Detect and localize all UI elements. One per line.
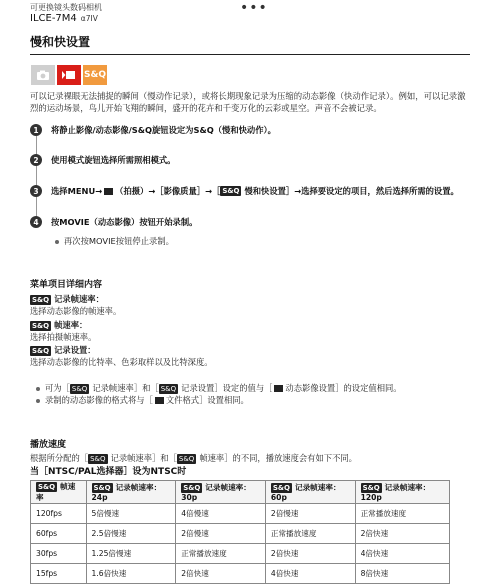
table-cell: 4倍快速 [355, 544, 449, 564]
table-cell: 2倍慢速 [176, 524, 266, 544]
sq-badge: S&Q [183, 484, 201, 492]
note-part: 录制的动态影像的格式将与［ [45, 395, 153, 405]
desc-part: 根据所分配的［ [30, 453, 89, 463]
header-model [30, 13, 102, 24]
playback-desc [30, 452, 357, 464]
header-text: 记录帧速率：24p [91, 483, 162, 502]
step-number: 1 [30, 124, 42, 136]
step-number: 4 [30, 216, 42, 228]
detail-label-2 [30, 319, 87, 331]
detail-label-1 [30, 293, 104, 305]
detail-note-1 [36, 382, 402, 394]
header-text: 帧速率 [36, 482, 76, 502]
detail-desc-1: 选择动态影像的帧速率。 [30, 306, 122, 316]
table-cell: 30fps [31, 544, 87, 564]
more-menu-button[interactable]: ••• [240, 0, 268, 16]
sq-badge: S&Q [178, 454, 195, 463]
table-cell: 15fps [31, 564, 87, 584]
table-header-cell [31, 481, 87, 504]
table-cell: 8倍快速 [355, 564, 449, 584]
table-cell: 2倍快速 [176, 564, 266, 584]
note-text: 再次按MOVIE按钮停止录制。 [64, 236, 174, 246]
detail-desc-3: 选择动态影像的比特率、色彩取样以及比特深度。 [30, 357, 213, 367]
step-number: 2 [30, 154, 42, 166]
details-heading: 菜单项目详细内容 [30, 280, 103, 290]
table-cell: 5倍慢速 [86, 504, 176, 524]
table-cell: 1.6倍快速 [86, 564, 176, 584]
note-part: 记录帧速率］和［ [92, 383, 159, 393]
sq-badge: S&Q [32, 321, 50, 330]
table-cell: 正常播放速度 [265, 524, 355, 544]
note-part: 可为［ [45, 383, 70, 393]
detail-desc-2: 选择拍摄帧速率。 [30, 332, 97, 342]
sq-badge: S&Q [93, 484, 111, 492]
detail-label-text: 记录帧速率： [54, 294, 104, 304]
sq-badge: S&Q [272, 484, 290, 492]
sq-badge: S&Q [32, 295, 50, 304]
table-cell: 4倍快速 [265, 564, 355, 584]
table-header-cell [265, 481, 355, 504]
table-row [31, 524, 450, 544]
step-text: 将静止影像/动态影像/S&Q旋钮设定为S&Q（慢和快动作）。 [51, 125, 276, 135]
intro-text: 可以记录裸眼无法捕捉的瞬间（慢动作记录），或将长期现象记录为压缩的动态影像（快动作记录）。例如，可以记录激烈的运动场景，鸟儿开始飞翔的瞬间，盛开的花卉和千变万化的云彩或星空。声音不会被记录。 [30, 91, 466, 113]
step-1 [30, 124, 276, 136]
table-cell: 1.25倍慢速 [86, 544, 176, 564]
step-text-prefix: 选择MENU→ [51, 186, 103, 196]
sq-badge: S&Q [90, 454, 106, 463]
movie-icon [155, 397, 164, 404]
table-cell: 2倍快速 [265, 544, 355, 564]
step-text: 使用模式旋钮选择所需照相模式。 [51, 155, 176, 165]
step-4-note [55, 235, 174, 247]
bullet-icon [36, 387, 40, 391]
desc-part: 记录帧速率］和［ [110, 453, 177, 463]
step-text: 按MOVIE（动态影像）按钮开始录制。 [51, 217, 198, 227]
detail-note-2 [36, 394, 249, 406]
table-cell: 4倍慢速 [176, 504, 266, 524]
note-part: 文件格式］设置相同。 [165, 395, 249, 405]
step-3 [30, 185, 459, 197]
detail-label-text: 帧速率： [54, 320, 88, 330]
camera-icon [30, 64, 56, 86]
table-cell: 60fps [31, 524, 87, 544]
sq-badge: S&Q [32, 346, 50, 355]
header-subtitle: 可更换镜头数码相机 [30, 3, 102, 12]
table-header-cell [86, 481, 176, 504]
table-cell: 120fps [31, 504, 87, 524]
step-4 [30, 216, 197, 228]
sq-badge: S&Q [38, 483, 56, 491]
step-2 [30, 154, 175, 166]
table-cell: 2.5倍慢速 [86, 524, 176, 544]
table-row [31, 564, 450, 584]
playback-speed-table [30, 480, 450, 584]
movie-icon [56, 64, 82, 86]
desc-part: 帧速率］的不同，播放速度会有如下不同。 [199, 453, 357, 463]
app-header [30, 2, 102, 24]
shooting-tab-icon [104, 188, 113, 195]
table-cell: 正常播放速度 [355, 504, 449, 524]
detail-label-3 [30, 344, 96, 356]
table-header-cell [355, 481, 449, 504]
detail-label-text: 记录设置： [54, 345, 96, 355]
step-text-suffix: 慢和快设置］→选择要设定的项目，然后选择所需的设置。 [244, 186, 459, 196]
sq-badge: S&Q [71, 384, 88, 393]
movie-icon [274, 385, 283, 392]
sq-badge: S&Q [362, 484, 380, 492]
table-header-cell [176, 481, 266, 504]
note-part: 动态影像设置］的设定值相同。 [285, 383, 402, 393]
table-cell: 2倍快速 [355, 524, 449, 544]
bullet-icon [36, 399, 40, 403]
sq-badge: S&Q [160, 384, 177, 393]
ntsc-heading: 当［NTSC/PAL选择器］设为NTSC时 [30, 467, 187, 477]
note-part: 记录设置］设定的值与［ [181, 383, 273, 393]
table-cell: 2倍慢速 [265, 504, 355, 524]
table-cell: 正常播放速度 [176, 544, 266, 564]
step-text-tab: （拍摄）→［影像质量］→［ [115, 186, 221, 196]
title-divider [30, 54, 470, 55]
table-header-row [31, 481, 450, 504]
header-text: 记录帧速率：60p [270, 483, 341, 502]
model-name: ILCE-7M4 [30, 13, 77, 24]
header-text: 记录帧速率：30p [181, 483, 251, 502]
bullet-icon [55, 240, 59, 244]
step-connector [36, 136, 37, 224]
mode-icons [30, 64, 108, 86]
step-number: 3 [30, 185, 42, 197]
table-row [31, 504, 450, 524]
model-code: α7IV [80, 14, 98, 23]
header-text: 记录帧速率：120p [360, 483, 431, 502]
sq-badge: S&Q [222, 187, 240, 195]
playback-heading: 播放速度 [30, 440, 67, 450]
sq-icon: S&Q [82, 64, 108, 86]
table-row [31, 544, 450, 564]
page-title: 慢和快设置 [30, 35, 91, 49]
